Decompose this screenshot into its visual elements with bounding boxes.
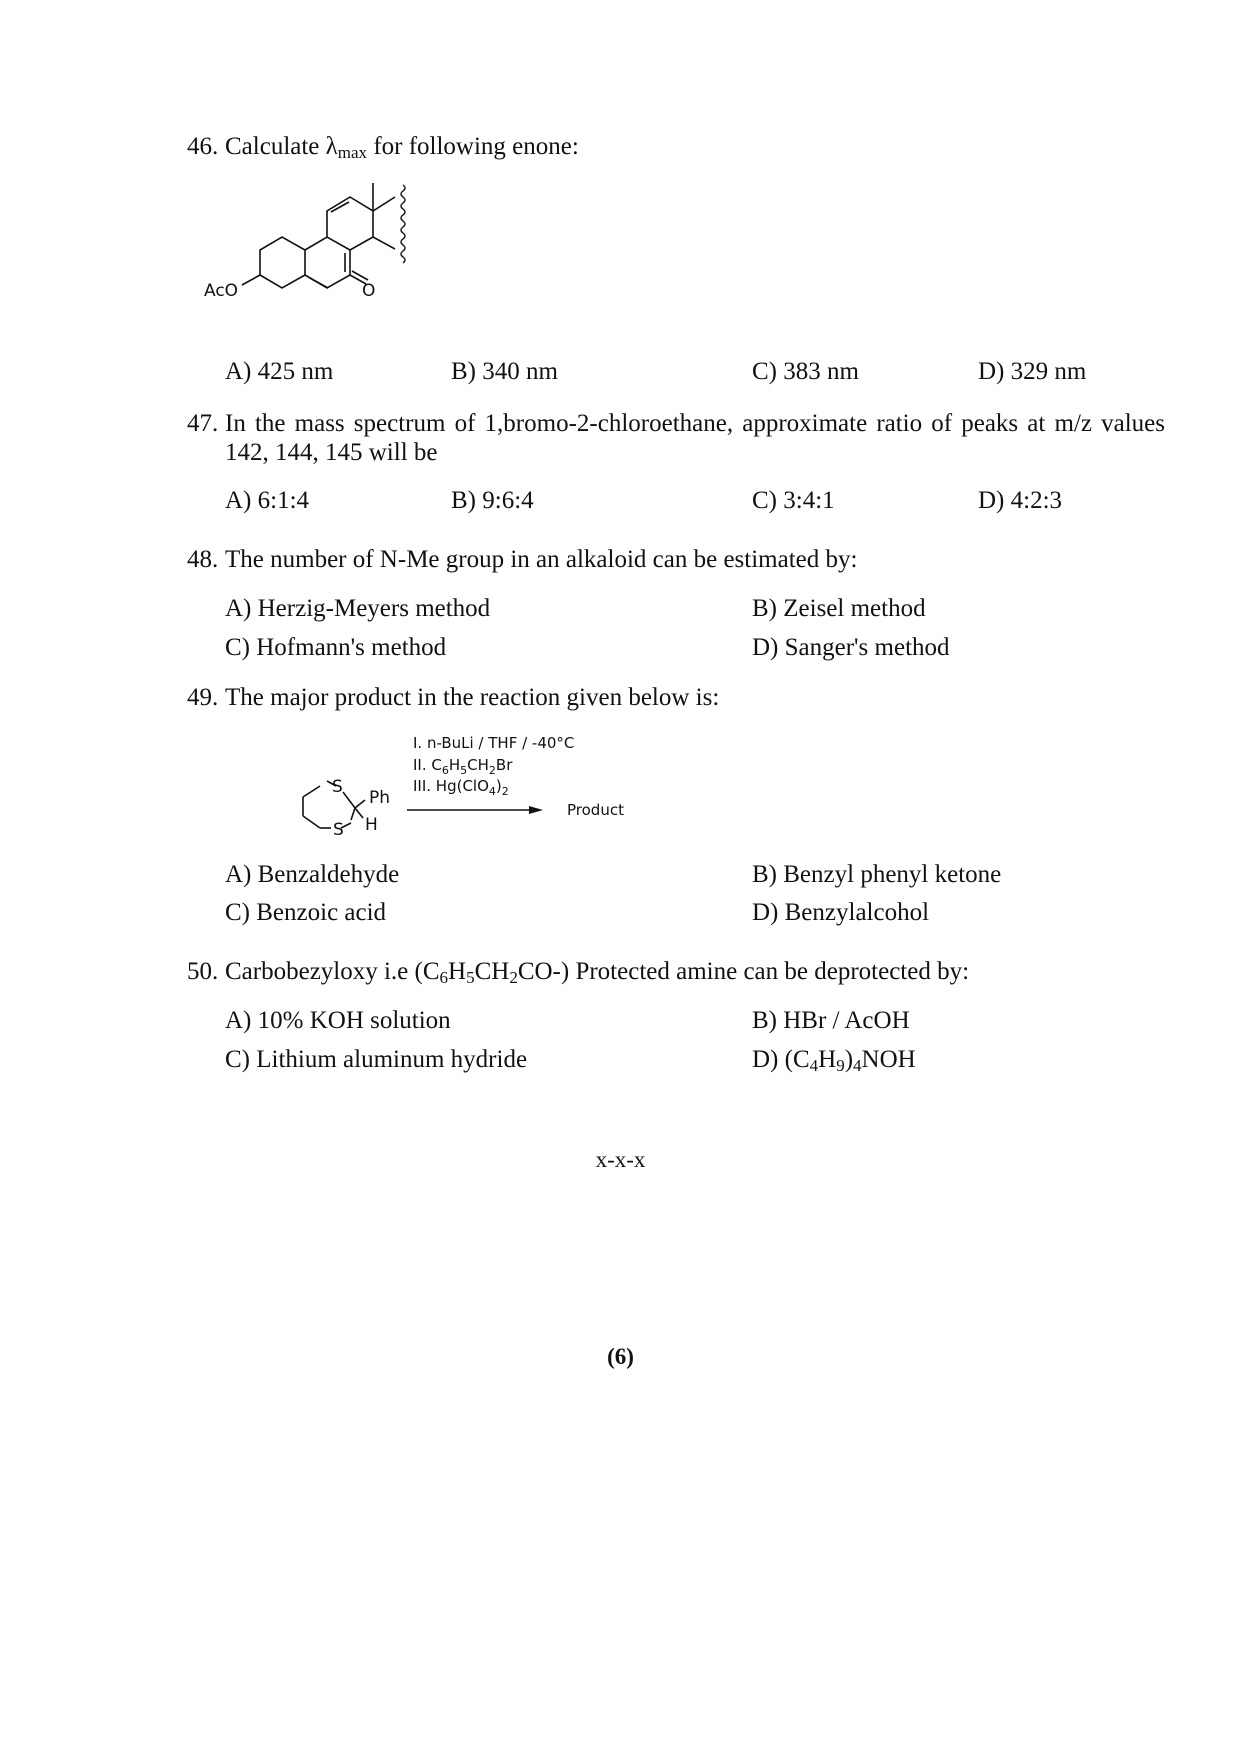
question-text: Carbobezyloxy i.e $(C_6H_5CH_2CO-)$ Protected amine can be deprotected by:	[225, 958, 970, 987]
option-b[interactable]: B) 340 nm	[451, 358, 558, 385]
option-c[interactable]: C) Lithium aluminum hydride	[225, 1046, 528, 1073]
option-b[interactable]: B) Zeisel method	[752, 595, 926, 622]
option-d[interactable]: D) 4:2:3	[978, 487, 1063, 514]
option-d[interactable]: D) 329 nm	[978, 358, 1087, 385]
question-number: 49.	[187, 684, 219, 711]
option-a[interactable]: A) Herzig-Meyers method	[225, 595, 491, 622]
product-label: Product	[567, 801, 624, 819]
end-mark: x-x-x	[595, 1147, 646, 1172]
question-text: The number of N-Me group in an alkaloid can be estimated by:	[225, 546, 858, 573]
sulfur-top-label: S	[332, 777, 343, 797]
hydrogen-label: H	[365, 815, 378, 835]
option-a[interactable]: A) 6:1:4	[225, 487, 310, 514]
option-d[interactable]: D) Sanger's method	[752, 634, 950, 661]
option-c[interactable]: C) 3:4:1	[752, 487, 835, 514]
option-d[interactable]: D) Benzylalcohol	[752, 899, 930, 926]
question-text-line-2: 142, 144, 145 will be	[225, 439, 438, 466]
question-text: Calculate $\lambda_{max}$ for following enone:	[225, 133, 579, 162]
question-number: 48.	[187, 546, 219, 573]
page-number: (6)	[607, 1344, 634, 1369]
option-b[interactable]: B) Benzyl phenyl ketone	[752, 861, 1002, 888]
oxygen-label: O	[362, 281, 376, 301]
reagent-step-1: I. n-BuLi / THF / -40°C	[413, 734, 575, 752]
sulfur-bottom-label: S	[333, 820, 344, 840]
enone-structure-diagram	[200, 175, 480, 335]
aco-label: AcO	[204, 281, 239, 301]
question-number: 46.	[187, 133, 219, 160]
option-c[interactable]: C) Hofmann's method	[225, 634, 447, 661]
option-d[interactable]: D) $(C_4H_9)_4NOH$	[752, 1046, 916, 1075]
option-b[interactable]: B) HBr / AcOH	[752, 1007, 910, 1034]
reagent-step-3: III. $Hg(ClO_4)_2$	[413, 777, 509, 798]
option-c[interactable]: C) Benzoic acid	[225, 899, 387, 926]
question-text: The major product in the reaction given below is:	[225, 684, 720, 711]
reaction-scheme-diagram	[295, 730, 675, 845]
option-c[interactable]: C) 383 nm	[752, 358, 859, 385]
question-text-line-1: In the mass spectrum of 1,bromo-2-chloroethane, approximate ratio of peaks at m/z values	[225, 410, 1165, 437]
question-number: 50.	[187, 958, 219, 985]
option-a[interactable]: A) Benzaldehyde	[225, 861, 400, 888]
option-a[interactable]: A) 10% KOH solution	[225, 1007, 451, 1034]
option-a[interactable]: A) 425 nm	[225, 358, 334, 385]
phenyl-label: Ph	[369, 788, 391, 808]
option-b[interactable]: B) 9:6:4	[451, 487, 534, 514]
reagent-step-2: II. $C_6H_5CH_2Br$	[413, 756, 513, 777]
question-number: 47.	[187, 410, 219, 437]
